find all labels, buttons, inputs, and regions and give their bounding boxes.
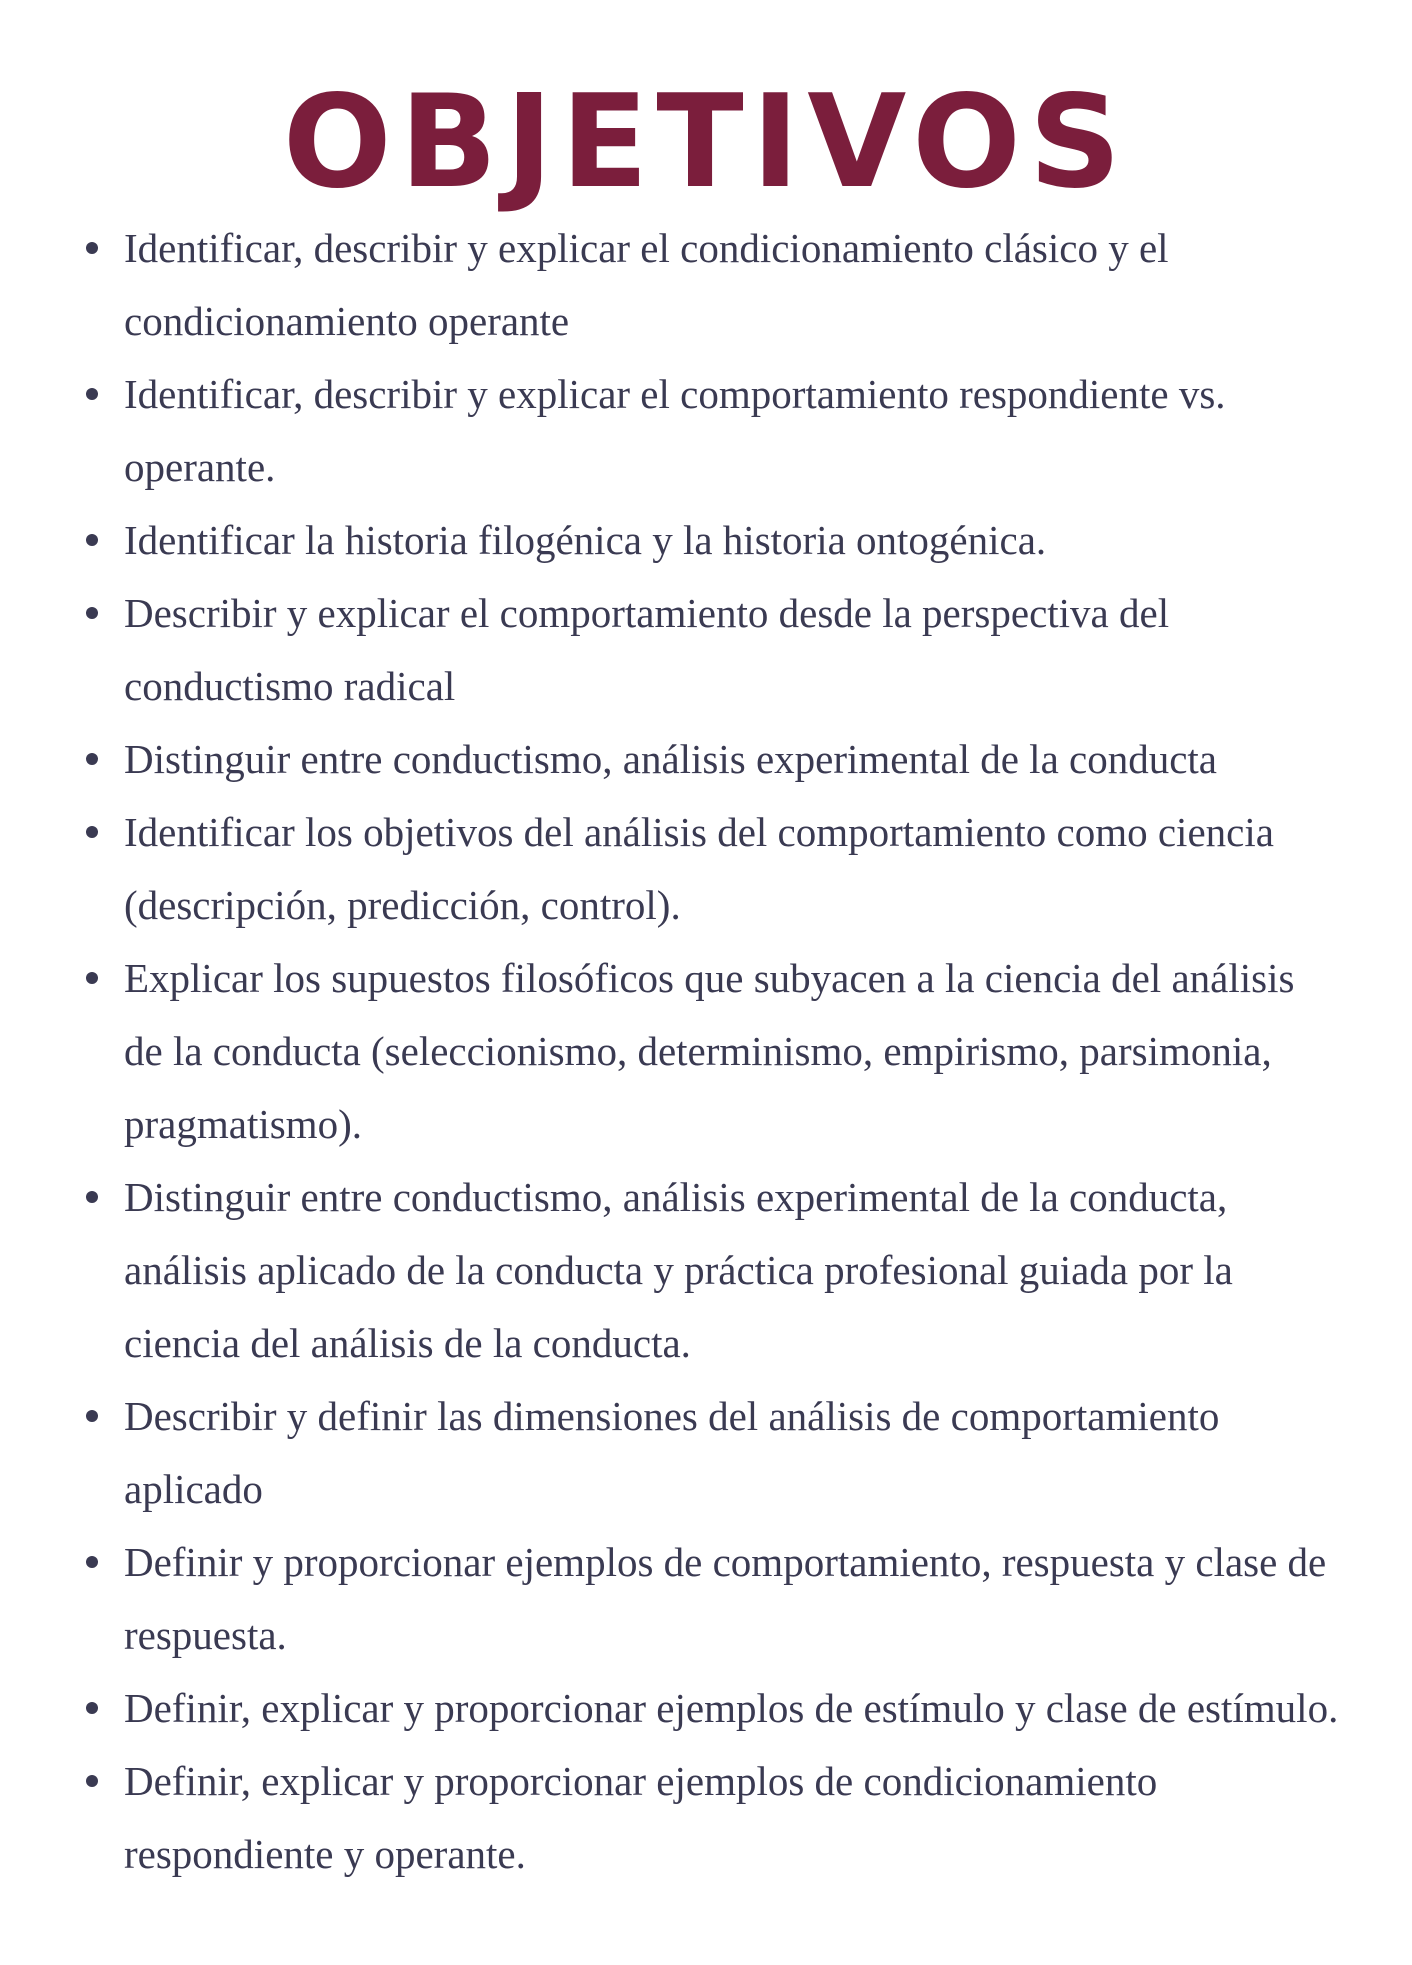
list-item [82,358,1342,504]
list-item [82,504,1342,577]
list-item [82,1161,1342,1380]
objective-text: Explicar los supuestos filosóficos que subyacen a la ciencia del análisis de la conducta (seleccionismo, determinismo, empirismo, parsimonia, pragmatismo). [124,955,1295,1147]
objective-text: Definir y proporcionar ejemplos de comportamiento, respuesta y clase de respuesta. [124,1539,1327,1658]
list-item [82,942,1342,1161]
bullet-icon [86,972,98,984]
objectives-list [82,212,1342,1891]
bullet-icon [86,388,98,400]
list-item [82,1380,1342,1526]
page-title: OBJETIVOS [282,68,1130,217]
objective-text: Identificar la historia filogénica y la historia ontogénica. [124,517,1047,563]
bullet-icon [86,1702,98,1714]
list-item [82,796,1342,942]
bullet-icon [86,753,98,765]
list-item [82,577,1342,723]
bullet-icon [86,1556,98,1568]
objective-text: Distinguir entre conductismo, análisis experimental de la conducta, análisis aplicado de la conducta y práctica profesional guiada por la ciencia del análisis de la conducta. [124,1174,1233,1366]
objective-text: Identificar los objetivos del análisis del comportamiento como ciencia (descripción, predicción, control). [124,809,1274,928]
objective-text: Describir y definir las dimensiones del análisis de comportamiento aplicado [124,1393,1220,1512]
bullet-icon [86,826,98,838]
objective-text: Distinguir entre conductismo, análisis experimental de la conducta [124,736,1218,782]
bullet-icon [86,1410,98,1422]
bullet-icon [86,1775,98,1787]
objective-text: Identificar, describir y explicar el comportamiento respondiente vs. operante. [124,371,1226,490]
bullet-icon [86,534,98,546]
list-item [82,212,1342,358]
bullet-icon [86,1191,98,1203]
list-item [82,1672,1342,1745]
bullet-icon [86,242,98,254]
objective-text: Identificar, describir y explicar el condicionamiento clásico y el condicionamiento operante [124,225,1169,344]
bullet-icon [86,607,98,619]
objective-text: Describir y explicar el comportamiento desde la perspectiva del conductismo radical [124,590,1170,709]
list-item [82,723,1342,796]
objective-text: Definir, explicar y proporcionar ejemplos de estímulo y clase de estímulo. [124,1685,1339,1731]
list-item [82,1526,1342,1672]
list-item [82,1745,1342,1891]
objective-text: Definir, explicar y proporcionar ejemplos de condicionamiento respondiente y operante. [124,1758,1158,1877]
